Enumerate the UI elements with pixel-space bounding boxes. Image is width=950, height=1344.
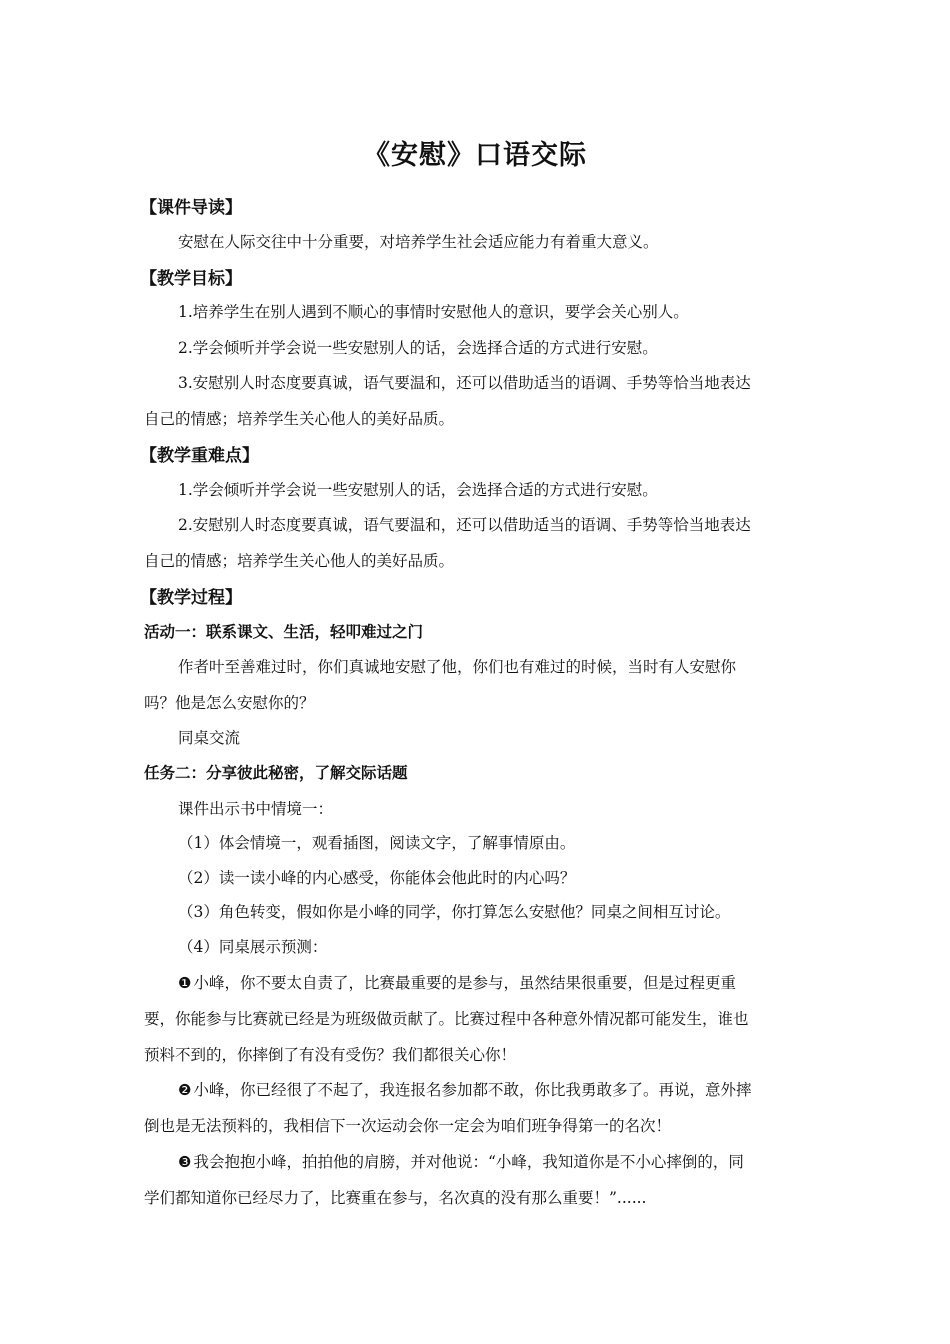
task2-title: 任务二：分享彼此秘密，了解交际话题 [144, 764, 408, 782]
answer-1-line3: 预料不到的，你摔倒了有没有受伤？我们都很关心你！ [144, 1046, 517, 1064]
activity1-para2: 同桌交流 [178, 729, 241, 747]
keypoint-item-1: 1.学会倾听并学会说一些安慰别人的话，会选择合适的方式进行安慰。 [178, 481, 658, 499]
activity1-para1-line1: 作者叶至善难过时，你们真诚地安慰了他，你们也有难过的时候，当时有人安慰你 [178, 658, 737, 676]
answer-1-line1: ❶ 小峰，你不要太自责了，比赛最重要的是参与，虽然结果很重要，但是过程更重 [178, 974, 736, 992]
keypoint-item-2-line2: 自己的情感；培养学生关心他人的美好品质。 [144, 552, 455, 570]
page-title: 《安慰》口语交际 [363, 140, 587, 171]
activity1-para1-line2: 吗？他是怎么安慰你的？ [144, 694, 315, 712]
goal-item-3-line1: 3.安慰别人时态度要真诚，语气要温和，还可以借助适当的语调、手势等恰当地表达 [178, 374, 751, 392]
answer-3-line1: ❸ 我会抱抱小峰，拍拍他的肩膀，并对他说：“小峰，我知道你是不小心摔倒的，同 [178, 1153, 744, 1171]
answer-2-line2: 倒也是无法预料的，我相信下一次运动会你一定会为咱们班争得第一的名次！ [144, 1117, 672, 1135]
number-1-icon: ❶ [178, 974, 192, 992]
task2-step-3: （3）角色转变，假如你是小峰的同学，你打算怎么安慰他？同桌之间相互讨论。 [178, 903, 731, 921]
section-heading-keypoints: 【教学重难点】 [140, 446, 259, 466]
goal-item-3-line2: 自己的情感；培养学生关心他人的美好品质。 [144, 410, 455, 428]
task2-step-2: （2）读一读小峰的内心感受，你能体会他此时的内心吗？ [178, 869, 576, 887]
activity1-title: 活动一：联系课文、生活，轻叩难过之门 [144, 623, 424, 641]
answer-2-line1: ❷ 小峰，你已经很了不起了，我连报名参加都不敢，你比我勇敢多了。再说，意外摔 [178, 1081, 752, 1099]
number-2-icon: ❷ [178, 1081, 192, 1099]
task2-step-4: （4）同桌展示预测： [178, 938, 328, 956]
number-3-icon: ❸ [178, 1153, 192, 1171]
answer-1-line2: 要，你能参与比赛就已经是为班级做贡献了。比赛过程中各种意外情况都可能发生，谁也 [144, 1010, 749, 1028]
goal-item-2: 2.学会倾听并学会说一些安慰别人的话，会选择合适的方式进行安慰。 [178, 339, 658, 357]
intro-text: 安慰在人际交往中十分重要，对培养学生社会适应能力有着重大意义。 [178, 233, 659, 251]
task2-para1: 课件出示书中情境一： [178, 800, 334, 818]
answer-3-line2: 学们都知道你已经尽力了，比赛重在参与，名次真的没有那么重要！”...... [144, 1189, 647, 1207]
section-heading-process: 【教学过程】 [140, 588, 242, 608]
keypoint-item-2-line1: 2.安慰别人时态度要真诚，语气要温和，还可以借助适当的语调、手势等恰当地表达 [178, 516, 751, 534]
task2-step-1: （1）体会情境一，观看插图，阅读文字，了解事情原由。 [178, 834, 576, 852]
goal-item-1: 1.培养学生在别人遇到不顺心的事情时安慰他人的意识，要学会关心别人。 [178, 303, 689, 321]
section-heading-goals: 【教学目标】 [140, 269, 242, 289]
section-heading-intro: 【课件导读】 [140, 198, 242, 218]
